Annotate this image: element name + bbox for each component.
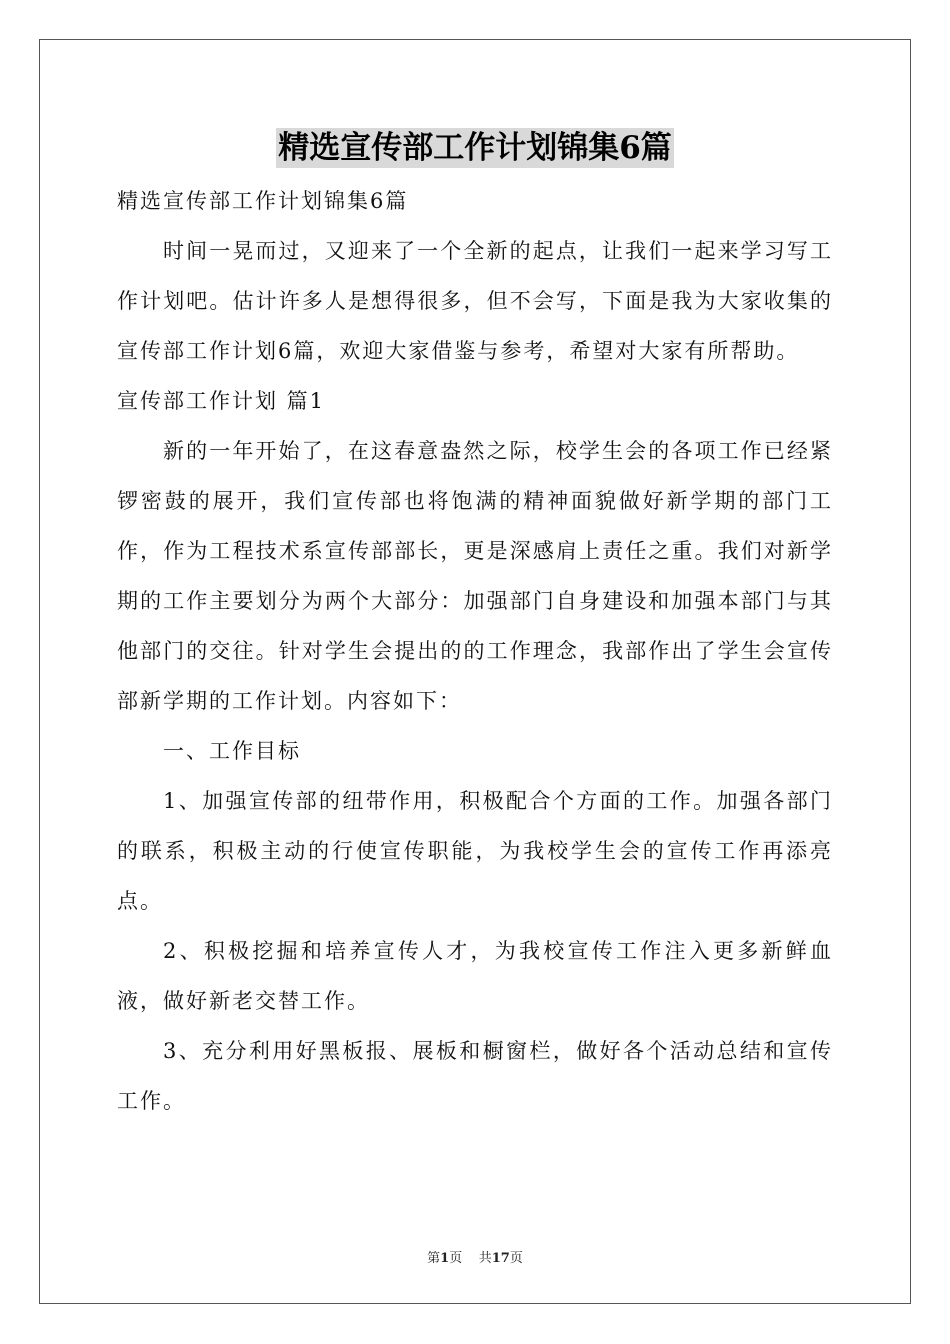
section-heading: 宣传部工作计划 篇1 — [117, 389, 326, 413]
current-page-number: 1 — [440, 1251, 450, 1266]
title-container — [0, 128, 950, 168]
paragraph: 时间一晃而过，又迎来了一个全新的起点，让我们一起来学习写工作计划吧。估计许多人是想得很多，但不会写，下面是我为大家收集的宣传部工作计划6篇，欢迎大家借鉴与参考，希望对大家有所帮助。 — [117, 239, 833, 363]
list-item: 3、充分利用好黑板报、展板和橱窗栏，做好各个活动总结和宣传工作。 — [117, 1039, 833, 1113]
page-footer — [0, 1247, 950, 1266]
total-page-number: 17 — [491, 1251, 510, 1266]
subsection-heading: 一、工作目标 — [163, 739, 301, 763]
document-title: 精选宣传部工作计划锦集6篇 — [278, 130, 672, 166]
document-body — [117, 176, 833, 1126]
paragraph: 精选宣传部工作计划锦集6篇 — [117, 189, 409, 213]
list-item: 1、加强宣传部的纽带作用，积极配合个方面的工作。加强各部门的联系，积极主动的行使宣传职能，为我校学生会的宣传工作再添亮点。 — [117, 789, 833, 913]
page-prefix: 第 — [427, 1251, 441, 1266]
paragraph: 新的一年开始了，在这春意盎然之际，校学生会的各项工作已经紧锣密鼓的展开，我们宣传部也将饱满的精神面貌做好新学期的部门工作，作为工程技术系宣传部部长，更是深感肩上责任之重。我们对新学期的工作主要划分为两个大部分：加强部门自身建设和加强本部门与其他部门的交往。针对学生会提出的的工作理念，我部作出了学生会宣传部新学期的工作计划。内容如下： — [117, 439, 833, 713]
total-suffix: 页 — [509, 1251, 523, 1266]
page-suffix: 页 — [449, 1251, 463, 1266]
total-prefix: 共 — [478, 1251, 492, 1266]
list-item: 2、积极挖掘和培养宣传人才，为我校宣传工作注入更多新鲜血液，做好新老交替工作。 — [117, 939, 833, 1013]
